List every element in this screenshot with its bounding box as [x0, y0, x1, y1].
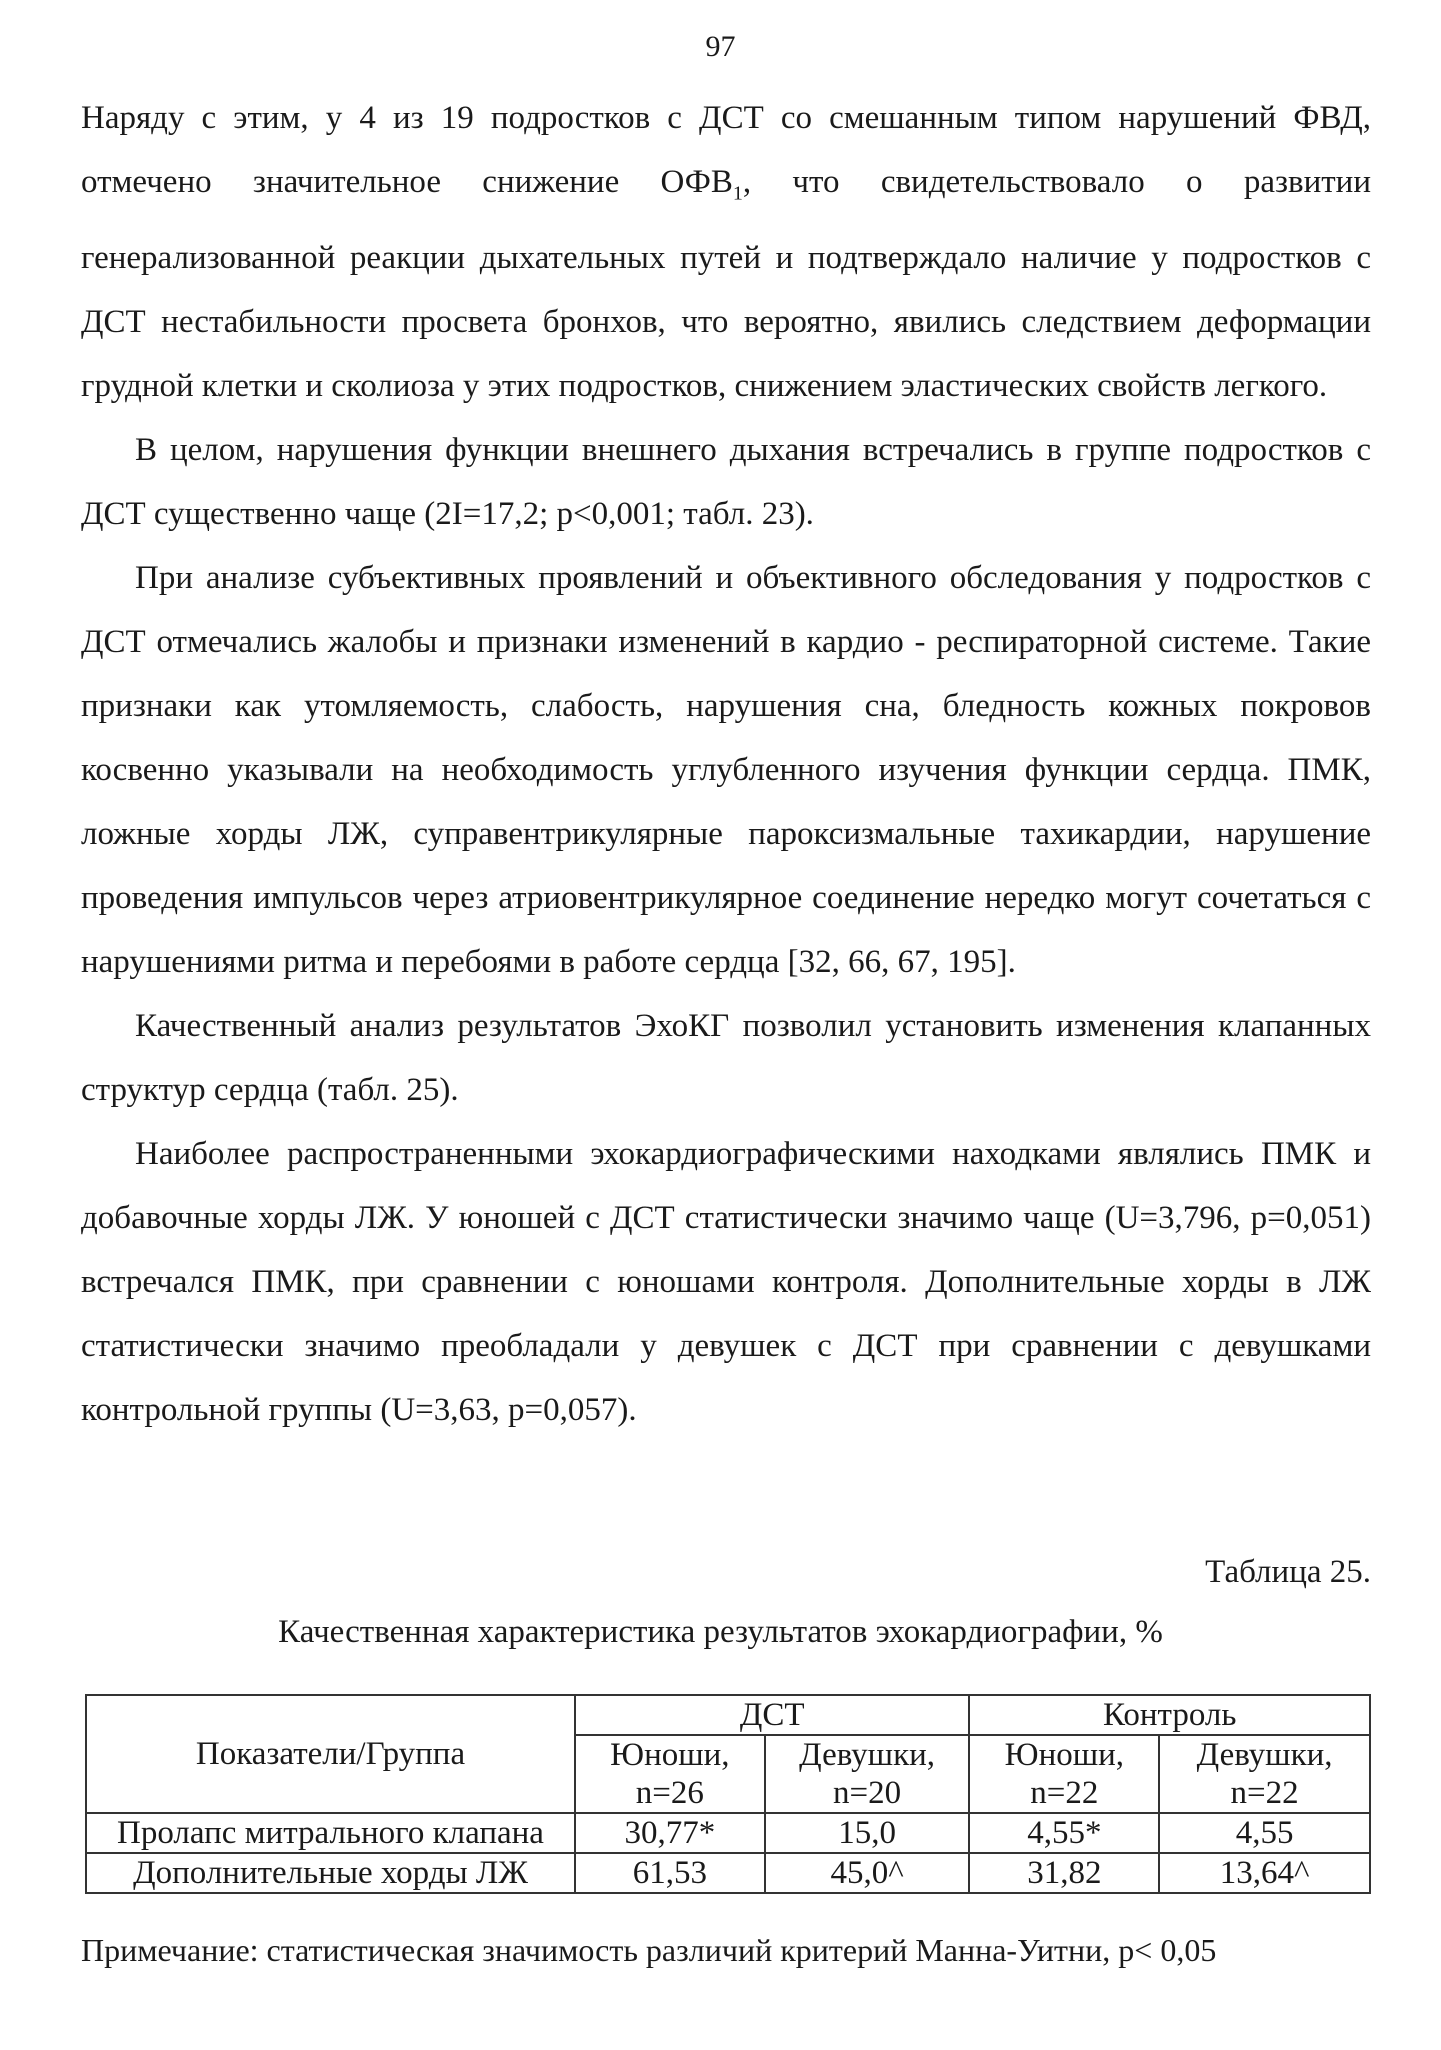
- table-header-row: [86, 1695, 1370, 1735]
- table-cell: 31,82: [969, 1853, 1159, 1893]
- table-title: Качественная характеристика результатов эхокардиографии, %: [278, 1614, 1163, 1650]
- table-note: Примечание: статистическая значимость различий критерий Манна-Уитни, p< 0,05: [81, 1932, 1217, 1968]
- subgroup-header: [969, 1735, 1159, 1813]
- table-cell: 61,53: [575, 1853, 765, 1893]
- table-label: Таблица 25.: [1205, 1554, 1371, 1590]
- paragraph-4: Качественный анализ результатов ЭхоКГ позволил установить изменения клапанных структур сердца (табл. 25).: [81, 1007, 1371, 1108]
- subgroup-name: Девушки,: [1196, 1737, 1333, 1773]
- group-header-control: Контроль: [969, 1695, 1370, 1735]
- row-label: Пролапс митрального клапана: [86, 1813, 575, 1853]
- body-text: [81, 86, 1371, 1442]
- subgroup-header: [765, 1735, 970, 1813]
- paragraph-1: [81, 86, 1371, 418]
- table-row: [86, 1813, 1370, 1853]
- table-cell: 13,64^: [1159, 1853, 1370, 1893]
- paragraph-5: Наиболее распространенными эхокардиографическими находками являлись ПМК и добавочные хорды ЛЖ. У юношей с ДСТ статистически значимо чаще (U=3,796, p=0,051) встречался ПМК, при сравнении с юношами контроля. Дополнительные хорды в ЛЖ статистически значимо преобладали у девушек с ДСТ при сравнении с девушками контрольной группы (U=3,63, p=0,057).: [81, 1135, 1371, 1428]
- table-cell: 30,77*: [575, 1813, 765, 1853]
- subgroup-n: n=20: [833, 1775, 902, 1811]
- paragraph-1-end: , что свидетельствовало о развитии генерализованной реакции дыхательных путей и подтверждало наличие у подростков с ДСТ нестабильности просвета бронхов, что вероятно, явились следствием деформации грудной клетки и сколиоза у этих подростков, снижением эластических свойств легкого.: [81, 164, 1372, 404]
- subgroup-name: Девушки,: [799, 1737, 936, 1773]
- paragraph-2: В целом, нарушения функции внешнего дыхания встречались в группе подростков с ДСТ существенно чаще (2I=17,2; p<0,001; табл. 23).: [81, 431, 1371, 532]
- group-header-dst: ДСТ: [575, 1695, 970, 1735]
- paragraph-1-start: Наряду с этим, у 4 из 19 подростков с ДСТ со смешанным типом нарушений ФВД, отмечено значительное снижение ОФВ: [81, 100, 1371, 200]
- results-table: [85, 1694, 1371, 1894]
- subgroup-header: [575, 1735, 765, 1813]
- row-label: Дополнительные хорды ЛЖ: [86, 1853, 575, 1893]
- table-cell: 4,55*: [969, 1813, 1159, 1853]
- subgroup-n: n=22: [1230, 1775, 1299, 1811]
- table-cell: 4,55: [1159, 1813, 1370, 1853]
- subgroup-n: n=22: [1030, 1775, 1099, 1811]
- subgroup-header: [1159, 1735, 1370, 1813]
- paragraph-3: При анализе субъективных проявлений и объективного обследования у подростков с ДСТ отмечались жалобы и признаки изменений в кардио - респираторной системе. Такие признаки как утомляемость, слабость, нарушения сна, бледность кожных покровов косвенно указывали на необходимость углубленного изучения функции сердца. ПМК, ложные хорды ЛЖ, суправентрикулярные пароксизмальные тахикардии, нарушение проведения импульсов через атриовентрикулярное соединение нередко могут сочетаться с нарушениями ритма и перебоями в работе сердца [32, 66, 67, 195].: [81, 559, 1371, 980]
- subgroup-name: Юноши,: [1004, 1737, 1125, 1773]
- row-header-cell: Показатели/Группа: [86, 1695, 575, 1813]
- subgroup-n: n=26: [635, 1775, 704, 1811]
- page-number: 97: [705, 30, 736, 63]
- table-row: [86, 1853, 1370, 1893]
- subscript: 1: [732, 182, 743, 205]
- table-cell: 15,0: [765, 1813, 970, 1853]
- table-cell: 45,0^: [765, 1853, 970, 1893]
- subgroup-name: Юноши,: [610, 1737, 730, 1773]
